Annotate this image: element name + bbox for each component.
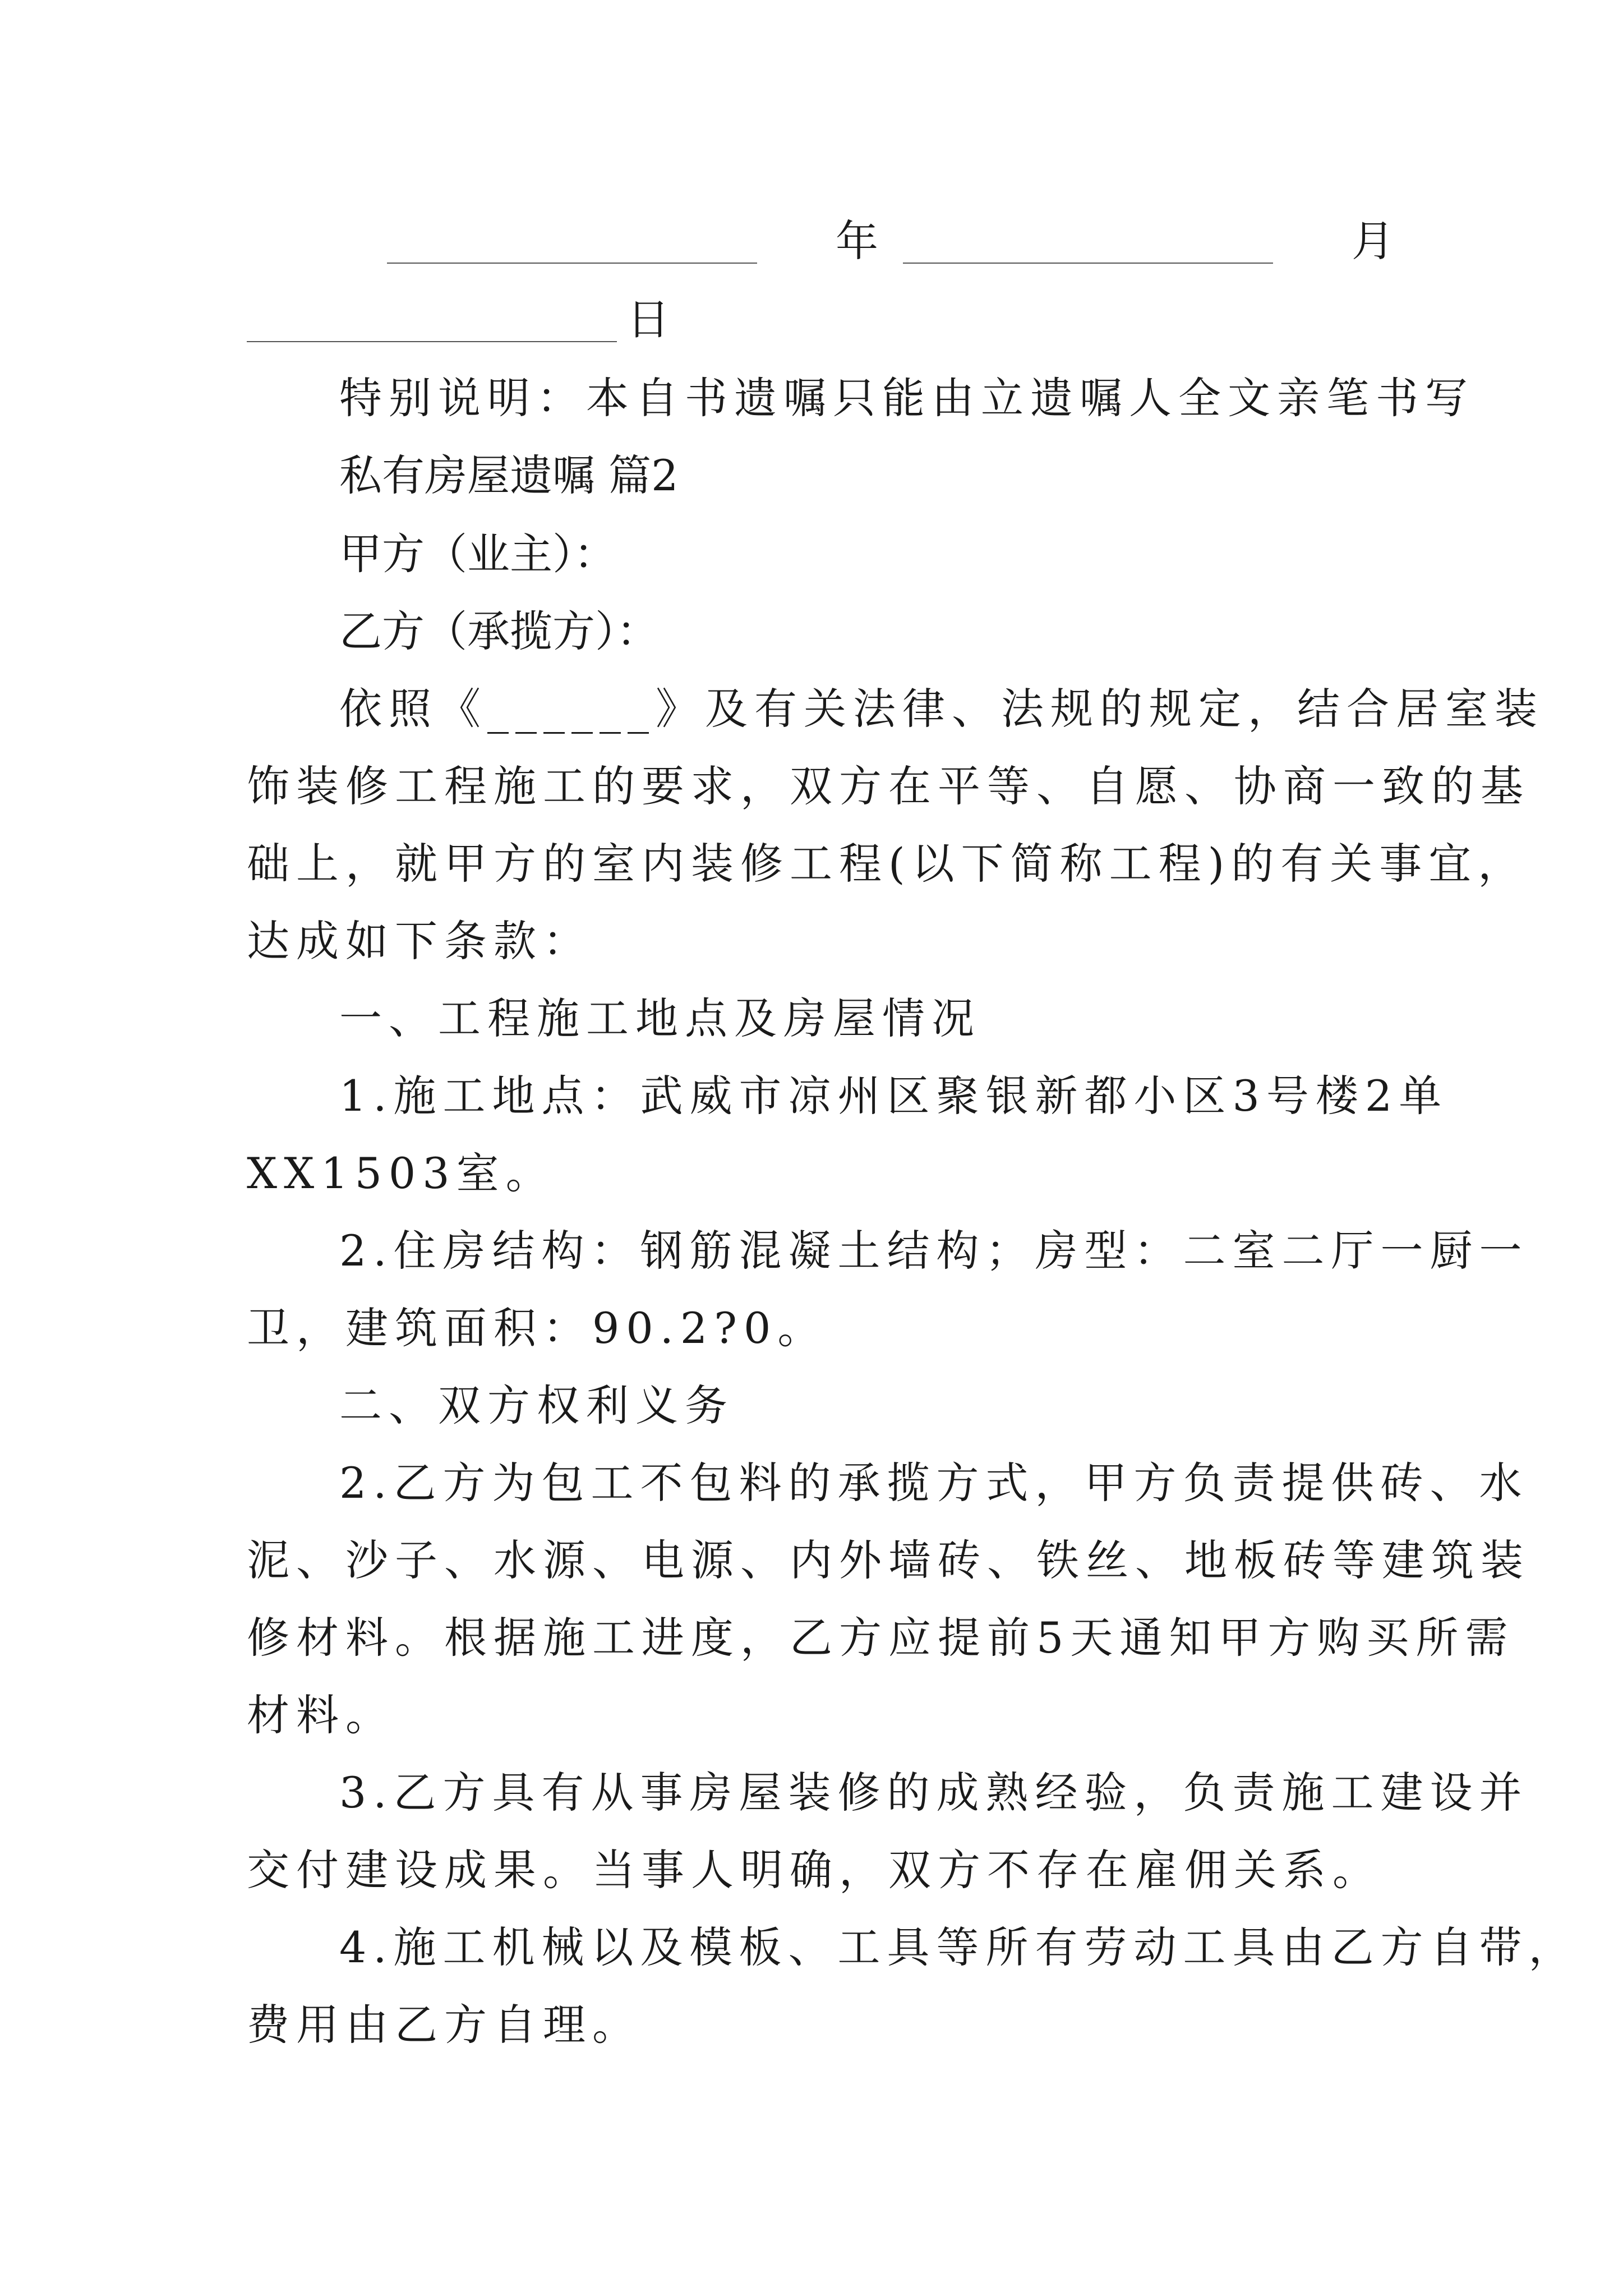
section1-item1-line1: 1.施工地点：武威市凉州区聚银新都小区3号楼2单: [339, 1071, 1449, 1121]
section1-item1-line2: XX1503室。: [247, 1148, 555, 1198]
year-label: 年: [836, 216, 878, 266]
special-note: 特别说明：本自书遗嘱只能由立遗嘱人全文亲笔书写: [339, 373, 1474, 423]
section2-item2-line3: 修材料。根据施工进度，乙方应提前5天通知甲方购买所需: [247, 1613, 1515, 1663]
section2-title: 二、双方权利义务: [339, 1381, 734, 1430]
intro-line-4: 达成如下条款：: [247, 916, 592, 966]
party-a: 甲方（业主）：: [339, 529, 616, 579]
day-label: 日: [627, 295, 670, 344]
party-b: 乙方（承揽方）：: [339, 606, 659, 656]
intro-line-2: 饰装修工程施工的要求，双方在平等、自愿、协商一致的基: [247, 761, 1530, 811]
document-heading: 私有房屋遗嘱 篇2: [339, 450, 679, 500]
day-blank: [247, 341, 617, 342]
section1-item2-line1: 2.住房结构：钢筋混凝土结构；房型：二室二厅一厨一: [339, 1226, 1529, 1276]
section2-item2-line1: 2.乙方为包工不包料的承揽方式，甲方负责提供砖、水: [339, 1458, 1529, 1508]
month-label: 月: [1352, 216, 1394, 266]
year-blank: [387, 263, 757, 264]
section2-item3-line1: 3.乙方具有从事房屋装修的成熟经验，负责施工建设并: [339, 1768, 1529, 1818]
section1-item2-line2: 卫，建筑面积：90.2?0。: [247, 1303, 827, 1353]
intro-line-3: 础上，就甲方的室内装修工程(以下简称工程)的有关事宜，: [247, 839, 1528, 889]
section2-item4-line1: 4.施工机械以及模板、工具等所有劳动工具由乙方自带，: [339, 1922, 1578, 1972]
intro-line-1: 依照《______》及有关法律、法规的规定，结合居室装: [339, 684, 1544, 734]
section1-title: 一、工程施工地点及房屋情况: [339, 993, 981, 1043]
section2-item2-line4: 材料。: [247, 1690, 395, 1740]
section2-item3-line2: 交付建设成果。当事人明确，双方不存在雇佣关系。: [247, 1845, 1382, 1895]
month-blank: [903, 263, 1273, 264]
section2-item2-line2: 泥、沙子、水源、电源、内外墙砖、铁丝、地板砖等建筑装: [247, 1535, 1530, 1585]
section2-item4-line2: 费用由乙方自理。: [247, 2000, 642, 2050]
